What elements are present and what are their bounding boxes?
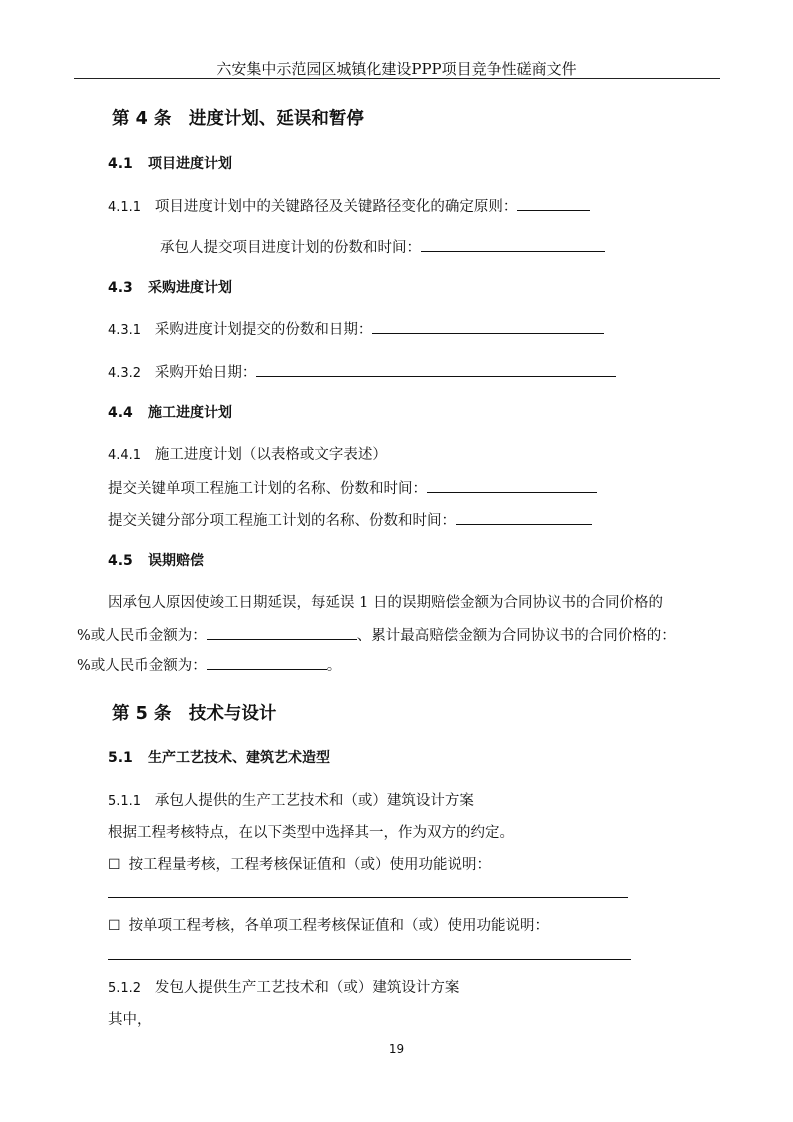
section-number: 4.3 [108, 280, 133, 296]
clause-4-4-1-key-items [108, 477, 597, 498]
fill-in-blank[interactable] [421, 236, 605, 252]
section-5-1-heading [108, 747, 330, 767]
section-4-3-heading [108, 277, 232, 297]
page-number: 19 [388, 1042, 405, 1056]
clause-5-1-1 [108, 789, 474, 810]
clause-text: 承包人提供的生产工艺技术和（或）建筑设计方案 [154, 793, 474, 809]
article-4-title: 第 4 条 进度计划、延误和暂停 [112, 109, 364, 129]
clause-number: 4.3.2 [108, 366, 142, 381]
section-title: 采购进度计划 [148, 280, 232, 296]
fill-in-blank[interactable] [456, 509, 592, 525]
clause-number: 4.3.1 [108, 323, 142, 338]
clause-4-4-1 [108, 443, 387, 464]
paragraph-5-1-2: 其中， [108, 1012, 152, 1028]
section-4-4-heading [108, 402, 232, 422]
clause-4-1-1 [108, 195, 590, 216]
checkbox-icon[interactable]: ☐ [108, 918, 121, 934]
clause-4-1-1-submission [160, 236, 605, 257]
fill-in-blank[interactable] [372, 318, 604, 334]
clause-text: 采购进度计划提交的份数和日期： [154, 322, 373, 338]
section-title: 项目进度计划 [148, 156, 232, 172]
clause-text: 提交关键分部分项工程施工计划的名称、份数和时间： [108, 513, 456, 529]
section-number: 4.4 [108, 405, 133, 421]
clause-text: 项目进度计划中的关键路径及关键路径变化的确定原则： [154, 199, 518, 215]
clause-number: 5.1.2 [108, 981, 142, 996]
article-5-title: 第 5 条 技术与设计 [112, 704, 277, 724]
section-title: 误期赔偿 [148, 553, 204, 569]
clause-text: 发包人提供生产工艺技术和（或）建筑设计方案 [154, 980, 460, 996]
paragraph-4-5-line-1: 因承包人原因使竣工日期延误，每延误 1 日的误期赔偿金额为合同协议书的合同价格的 [108, 595, 663, 611]
clause-4-4-1-key-subitems [108, 509, 592, 530]
header-divider [74, 78, 720, 79]
text-segment: 、累计最高赔偿金额为合同协议书的合同价格的： [356, 628, 676, 644]
paragraph-4-5-line-2 [77, 624, 676, 645]
section-title: 施工进度计划 [148, 405, 232, 421]
text-segment: %或人民币金额为： [77, 658, 207, 674]
section-4-1-heading [108, 153, 232, 173]
text-segment: 。 [326, 658, 342, 674]
section-4-5-heading [108, 550, 204, 570]
fill-in-blank[interactable] [256, 361, 616, 377]
fill-in-blank[interactable] [427, 477, 597, 493]
paragraph-4-5-line-3 [77, 654, 341, 675]
section-title: 生产工艺技术、建筑艺术造型 [148, 750, 330, 766]
clause-5-1-2 [108, 976, 459, 997]
section-number: 4.1 [108, 156, 133, 172]
fill-in-line[interactable] [108, 897, 628, 898]
clause-4-3-1 [108, 318, 604, 339]
document-header-title: 六安集中示范园区城镇化建设PPP项目竞争性磋商文件 [216, 60, 577, 78]
option-engineering-quantity [108, 853, 491, 874]
clause-number: 4.4.1 [108, 448, 142, 463]
paragraph-5-1-1: 根据工程考核特点，在以下类型中选择其一，作为双方的约定。 [108, 825, 514, 841]
clause-text: 施工进度计划（以表格或文字表述） [154, 447, 387, 463]
clause-4-3-2 [108, 361, 616, 382]
option-text: 按工程量考核，工程考核保证值和（或）使用功能说明： [128, 857, 492, 873]
clause-number: 5.1.1 [108, 794, 142, 809]
option-single-project [108, 914, 549, 935]
section-number: 5.1 [108, 750, 133, 766]
fill-in-blank[interactable] [207, 654, 327, 670]
fill-in-blank[interactable] [517, 195, 590, 211]
clause-number: 4.1.1 [108, 200, 142, 215]
checkbox-icon[interactable]: ☐ [108, 857, 121, 873]
option-text: 按单项工程考核，各单项工程考核保证值和（或）使用功能说明： [128, 918, 550, 934]
section-number: 4.5 [108, 553, 133, 569]
fill-in-line[interactable] [108, 959, 631, 960]
clause-text: 提交关键单项工程施工计划的名称、份数和时间： [108, 481, 427, 497]
clause-text: 承包人提交项目进度计划的份数和时间： [160, 240, 421, 256]
fill-in-blank[interactable] [207, 624, 357, 640]
text-segment: %或人民币金额为： [77, 628, 207, 644]
clause-text: 采购开始日期： [154, 365, 257, 381]
